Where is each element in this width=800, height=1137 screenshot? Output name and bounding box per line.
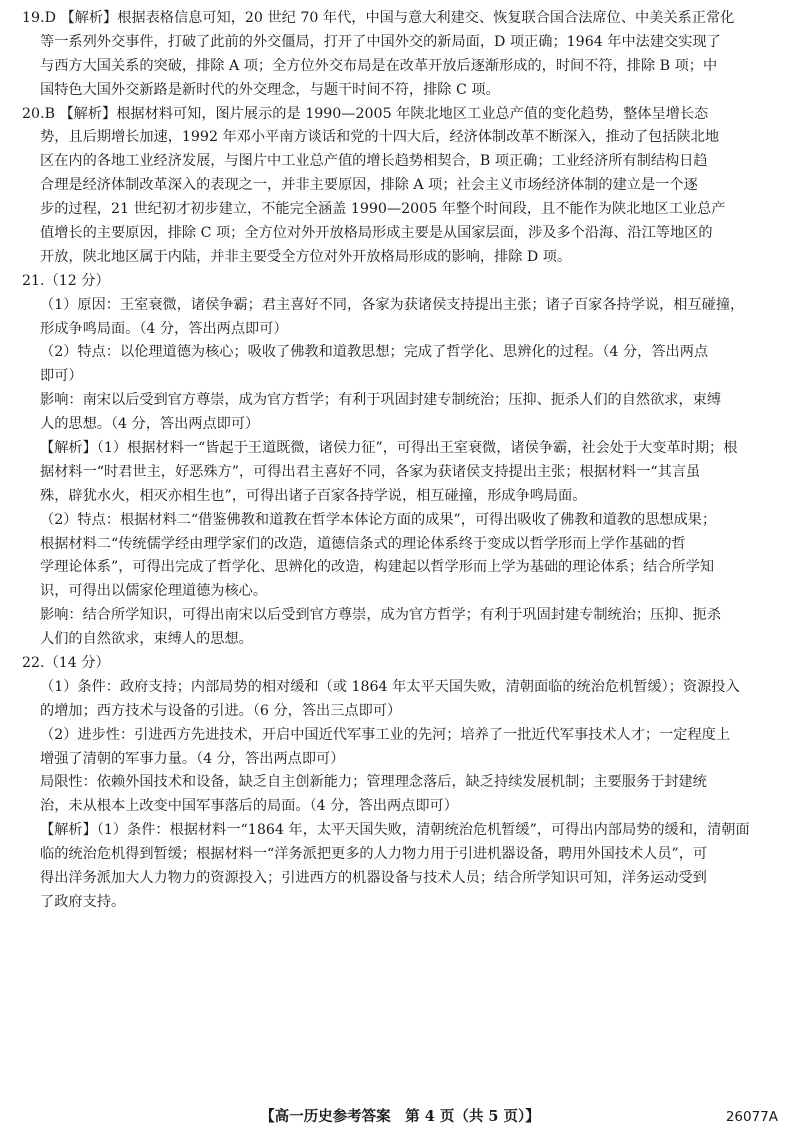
answer-21-line: 据材料一“时君世主，好恶殊方”，可得出君主喜好不同，各家为获诸侯支持提出主张；根据材料一“其言虽 xyxy=(40,463,701,480)
answer-22-header: 22.（14 分） xyxy=(22,655,110,671)
answer-21-line: 识，可得出以儒家伦理道德为核心。 xyxy=(40,583,268,600)
answer-20-line: 区在内的各地工业经济发展，与图片中工业总产值的增长趋势相契合，B 项正确；工业经济所有制结构日趋 xyxy=(40,153,708,170)
answer-19-line: 19.D 【解析】根据表格信息可知，20 世纪 70 年代，中国与意大利建交、恢复联合国合法席位、中美关系正常化 xyxy=(22,10,735,26)
answer-19-line: 国特色大国外交新路是新时代的外交理念，与题干时间不符，排除 C 项。 xyxy=(40,81,500,98)
answer-22-line: 得出洋务派加大人力物力的资源投入；引进西方的机器设备与技术人员；结合所学知识可知，洋务运动受到 xyxy=(40,870,707,886)
answer-21-line: （2）特点：以伦理道德为核心；吸收了佛教和道教思想；完成了哲学化、思辨化的过程。（4 分，答出两点 xyxy=(40,344,709,361)
answer-21-line: 形成争鸣局面。（4 分，答出两点即可） xyxy=(40,320,288,337)
answer-21-header: 21.（12 分） xyxy=(22,272,110,289)
answer-20-line: 值增长的主要原因，排除 C 项；全方位对外开放格局形成主要是从国家层面，涉及多个沿海、沿江等地区的 xyxy=(40,225,713,241)
footer-code: 26077A xyxy=(725,1109,778,1125)
answer-22-line: 的增加；西方技术与设备的引进。（6 分，答出三点即可） xyxy=(40,702,402,719)
answer-22-line: 【解析】（1）条件：根据材料一“1864 年，太平天国失败，清朝统治危机暂缓”，可得出内部局势的缓和，清朝面 xyxy=(40,822,750,839)
answer-20-line: 20.B 【解析】根据材料可知，图片展示的是 1990—2005 年陕北地区工业总产值的变化趋势，整体呈增长态 xyxy=(22,105,709,122)
answer-20-line: 开放，陕北地区属于内陆，并非主要受全方位对外开放格局形成的影响，排除 D 项。 xyxy=(40,248,572,265)
answer-21-line: 【解析】（1）根据材料一“皆起于王道既微，诸侯力征”，可得出王室衰微，诸侯争霸，社会处于大变革时期；根 xyxy=(40,440,738,456)
answer-20-line: 合理是经济体制改革深入的表现之一，并非主要原因，排除 A 项；社会主义市场经济体制的建立是一个逐 xyxy=(40,177,698,194)
answer-22-line: 了政府支持。 xyxy=(40,893,126,910)
answer-22-line: 局限性：依赖外国技术和设备，缺乏自主创新能力；管理理念落后，缺乏持续发展机制；主要服务于封建统 xyxy=(40,774,707,791)
footer-page-label: 【高一历史参考答案 第 4 页（共 5 页）】 xyxy=(260,1108,540,1125)
page-footer xyxy=(0,1105,800,1129)
answer-22-line: 临的统治危机得到暂缓；根据材料一“洋务派把更多的人力物力用于引进机器设备，聘用外国技术人员”，可 xyxy=(40,846,708,863)
answer-21-line: 殊，辟犹水火，相灭亦相生也”，可得出诸子百家各持学说，相互碰撞，形成争鸣局面。 xyxy=(40,487,587,504)
answer-21-line: 人们的自然欲求，束缚人的思想。 xyxy=(40,631,253,648)
answer-22-line: 增强了清朝的军事力量。（4 分，答出两点即可） xyxy=(40,750,345,767)
answer-22-line: 治，未从根本上改变中国军事落后的局面。（4 分，答出两点即可） xyxy=(40,798,458,815)
answer-22-line: （1）条件：政府支持；内部局势的相对缓和（或 1864 年太平天国失败，清朝面临的统治危机暂缓）；资源投入 xyxy=(40,678,740,695)
answer-21-line: 人的思想。（4 分，答出两点即可） xyxy=(40,416,260,433)
answer-22-line: （2）进步性：引进西方先进技术，开启中国近代军事工业的先河；培养了一批近代军事技术人才；一定程度上 xyxy=(40,726,731,743)
answer-21-line: 学理论体系”，可得出完成了哲学化、思辨化的改造，构建起以哲学形而上学为基础的理论体系；结合所学知 xyxy=(40,559,715,576)
answer-21-line: 即可） xyxy=(40,368,83,385)
answer-20-line: 势，且后期增长加速，1992 年邓小平南方谈话和党的十四大后，经济体制改革不断深入，推动了包括陕北地 xyxy=(40,129,720,146)
answer-21-line: 影响：结合所学知识，可得出南宋以后受到官方尊崇，成为官方哲学；有利于巩固封建专制统治；压抑、扼杀 xyxy=(40,607,722,624)
answer-19-line: 与西方大国关系的突破，排除 A 项；全方位外交布局是在改革开放后逐渐形成的，时间不符，排除 B 项；中 xyxy=(40,57,718,74)
answer-20-line: 步的过程，21 世纪初才初步建立，不能完全涵盖 1990—2005 年整个时间段，且不能作为陕北地区工业总产 xyxy=(40,201,726,218)
answer-19-line: 等一系列外交事件，打破了此前的外交僵局，打开了中国外交的新局面，D 项正确；1964 年中法建交实现了 xyxy=(40,33,721,50)
answer-21-line: 影响：南宋以后受到官方尊崇，成为官方哲学；有利于巩固封建专制统治；压抑、扼杀人们的自然欲求，束缚 xyxy=(40,392,722,409)
answer-21-line: （1）原因：王室衰微，诸侯争霸；君主喜好不同，各家为获诸侯支持提出主张；诸子百家各持学说，相互碰撞， xyxy=(40,296,745,313)
answer-21-line: （2）特点：根据材料二“借鉴佛教和道教在哲学本体论方面的成果”，可得出吸收了佛教和道教的思想成果； xyxy=(40,511,717,528)
answer-21-line: 根据材料二“传统儒学经由理学家们的改造，道德信条式的理论体系终于变成以哲学形而上学作基础的哲 xyxy=(40,535,686,552)
